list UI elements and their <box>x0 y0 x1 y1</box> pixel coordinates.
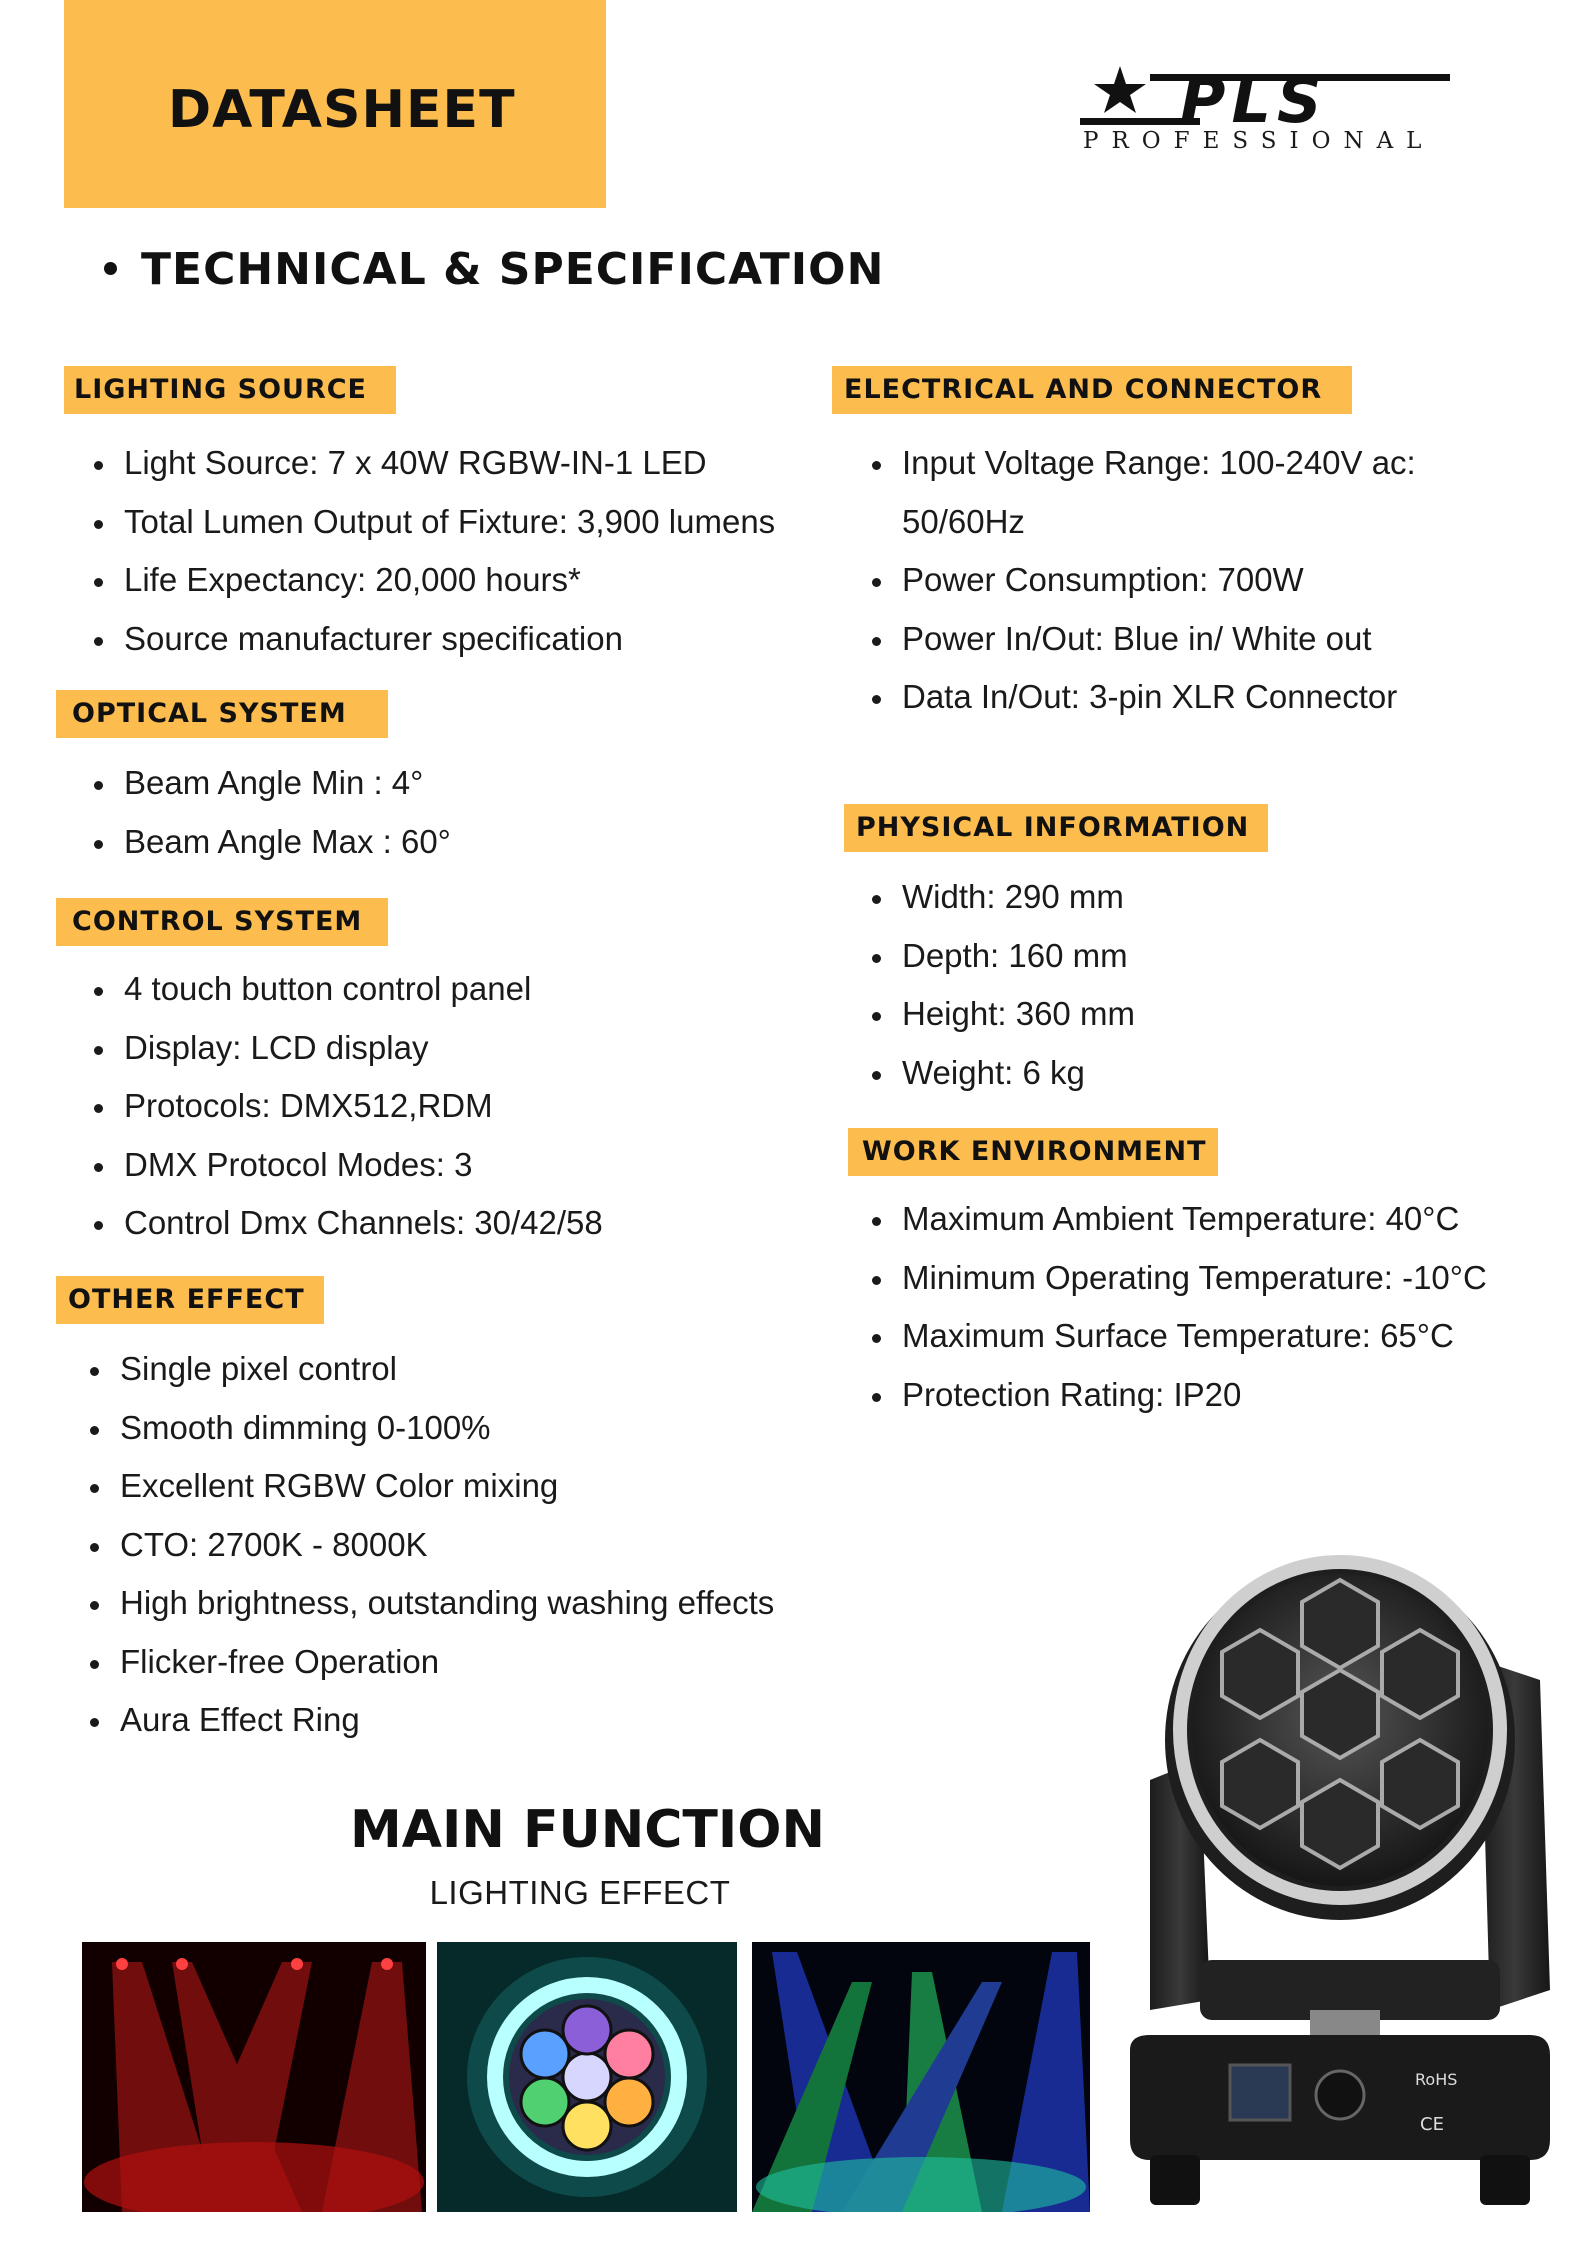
lighting-source-list <box>94 434 775 668</box>
control-system-list <box>94 960 603 1253</box>
physical-info-list <box>872 868 1135 1102</box>
optical-system-tag: OPTICAL SYSTEM <box>56 690 388 738</box>
work-environment-tag: WORK ENVIRONMENT <box>848 1128 1218 1176</box>
logo-star-icon <box>1094 66 1146 113</box>
heading-bullet-icon <box>104 262 117 275</box>
list-item: Life Expectancy: 20,000 hours* <box>94 551 775 610</box>
list-item: DMX Protocol Modes: 3 <box>94 1136 603 1195</box>
optical-system-list <box>94 754 451 871</box>
list-item: Aura Effect Ring <box>90 1691 774 1750</box>
list-item: Smooth dimming 0-100% <box>90 1399 774 1458</box>
moving-head-fixture-image <box>1110 1540 1570 2220</box>
section-heading <box>104 244 884 295</box>
list-item: Minimum Operating Temperature: -10°C <box>872 1249 1487 1308</box>
logo-tagline: PROFESSIONAL <box>1083 128 1435 154</box>
list-item: Beam Angle Min : 4° <box>94 754 451 813</box>
logo-brand-text: PLS <box>1180 64 1328 137</box>
fixture-lens-effect-photo <box>437 1942 737 2212</box>
rohs-label: RoHS <box>1415 2070 1458 2089</box>
list-item: Data In/Out: 3-pin XLR Connector <box>872 668 1502 727</box>
list-item: Width: 290 mm <box>872 868 1135 927</box>
list-item: Height: 360 mm <box>872 985 1135 1044</box>
list-item: Flicker-free Operation <box>90 1633 774 1692</box>
list-item: Single pixel control <box>90 1340 774 1399</box>
lighting-source-tag: LIGHTING SOURCE <box>64 366 396 414</box>
main-function-subtitle: LIGHTING EFFECT <box>429 1874 731 1911</box>
physical-info-tag: PHYSICAL INFORMATION <box>844 804 1268 852</box>
ce-label: CE <box>1420 2114 1444 2135</box>
list-item: Depth: 160 mm <box>872 927 1135 986</box>
red-beam-effect-photo <box>82 1942 426 2212</box>
other-effect-list <box>90 1340 774 1750</box>
list-item: Power Consumption: 700W <box>872 551 1502 610</box>
other-effect-tag: OTHER EFFECT <box>56 1276 324 1324</box>
electrical-tag: ELECTRICAL AND CONNECTOR <box>832 366 1352 414</box>
list-item: Maximum Surface Temperature: 65°C <box>872 1307 1487 1366</box>
list-item: Control Dmx Channels: 30/42/58 <box>94 1194 603 1253</box>
green-blue-beam-effect-photo <box>752 1942 1090 2212</box>
list-item: 4 touch button control panel <box>94 960 603 1019</box>
list-item: CTO: 2700K - 8000K <box>90 1516 774 1575</box>
list-item: Input Voltage Range: 100-240V ac: 50/60Hz <box>872 434 1502 551</box>
main-function-title: MAIN FUNCTION <box>350 1800 825 1860</box>
electrical-list <box>872 434 1502 727</box>
list-item: Protocols: DMX512,RDM <box>94 1077 603 1136</box>
section-heading-text: TECHNICAL & SPECIFICATION <box>141 244 885 295</box>
work-environment-list <box>872 1190 1487 1424</box>
list-item: Excellent RGBW Color mixing <box>90 1457 774 1516</box>
datasheet-title: DATASHEET <box>168 80 516 140</box>
list-item: Total Lumen Output of Fixture: 3,900 lumens <box>94 493 775 552</box>
list-item: Light Source: 7 x 40W RGBW-IN-1 LED <box>94 434 775 493</box>
list-item: High brightness, outstanding washing effects <box>90 1574 774 1633</box>
list-item: Maximum Ambient Temperature: 40°C <box>872 1190 1487 1249</box>
list-item: Power In/Out: Blue in/ White out <box>872 610 1502 669</box>
control-system-tag: CONTROL SYSTEM <box>56 898 388 946</box>
list-item: Protection Rating: IP20 <box>872 1366 1487 1425</box>
list-item: Beam Angle Max : 60° <box>94 813 451 872</box>
list-item: Display: LCD display <box>94 1019 603 1078</box>
list-item: Weight: 6 kg <box>872 1044 1135 1103</box>
list-item: Source manufacturer specification <box>94 610 775 669</box>
